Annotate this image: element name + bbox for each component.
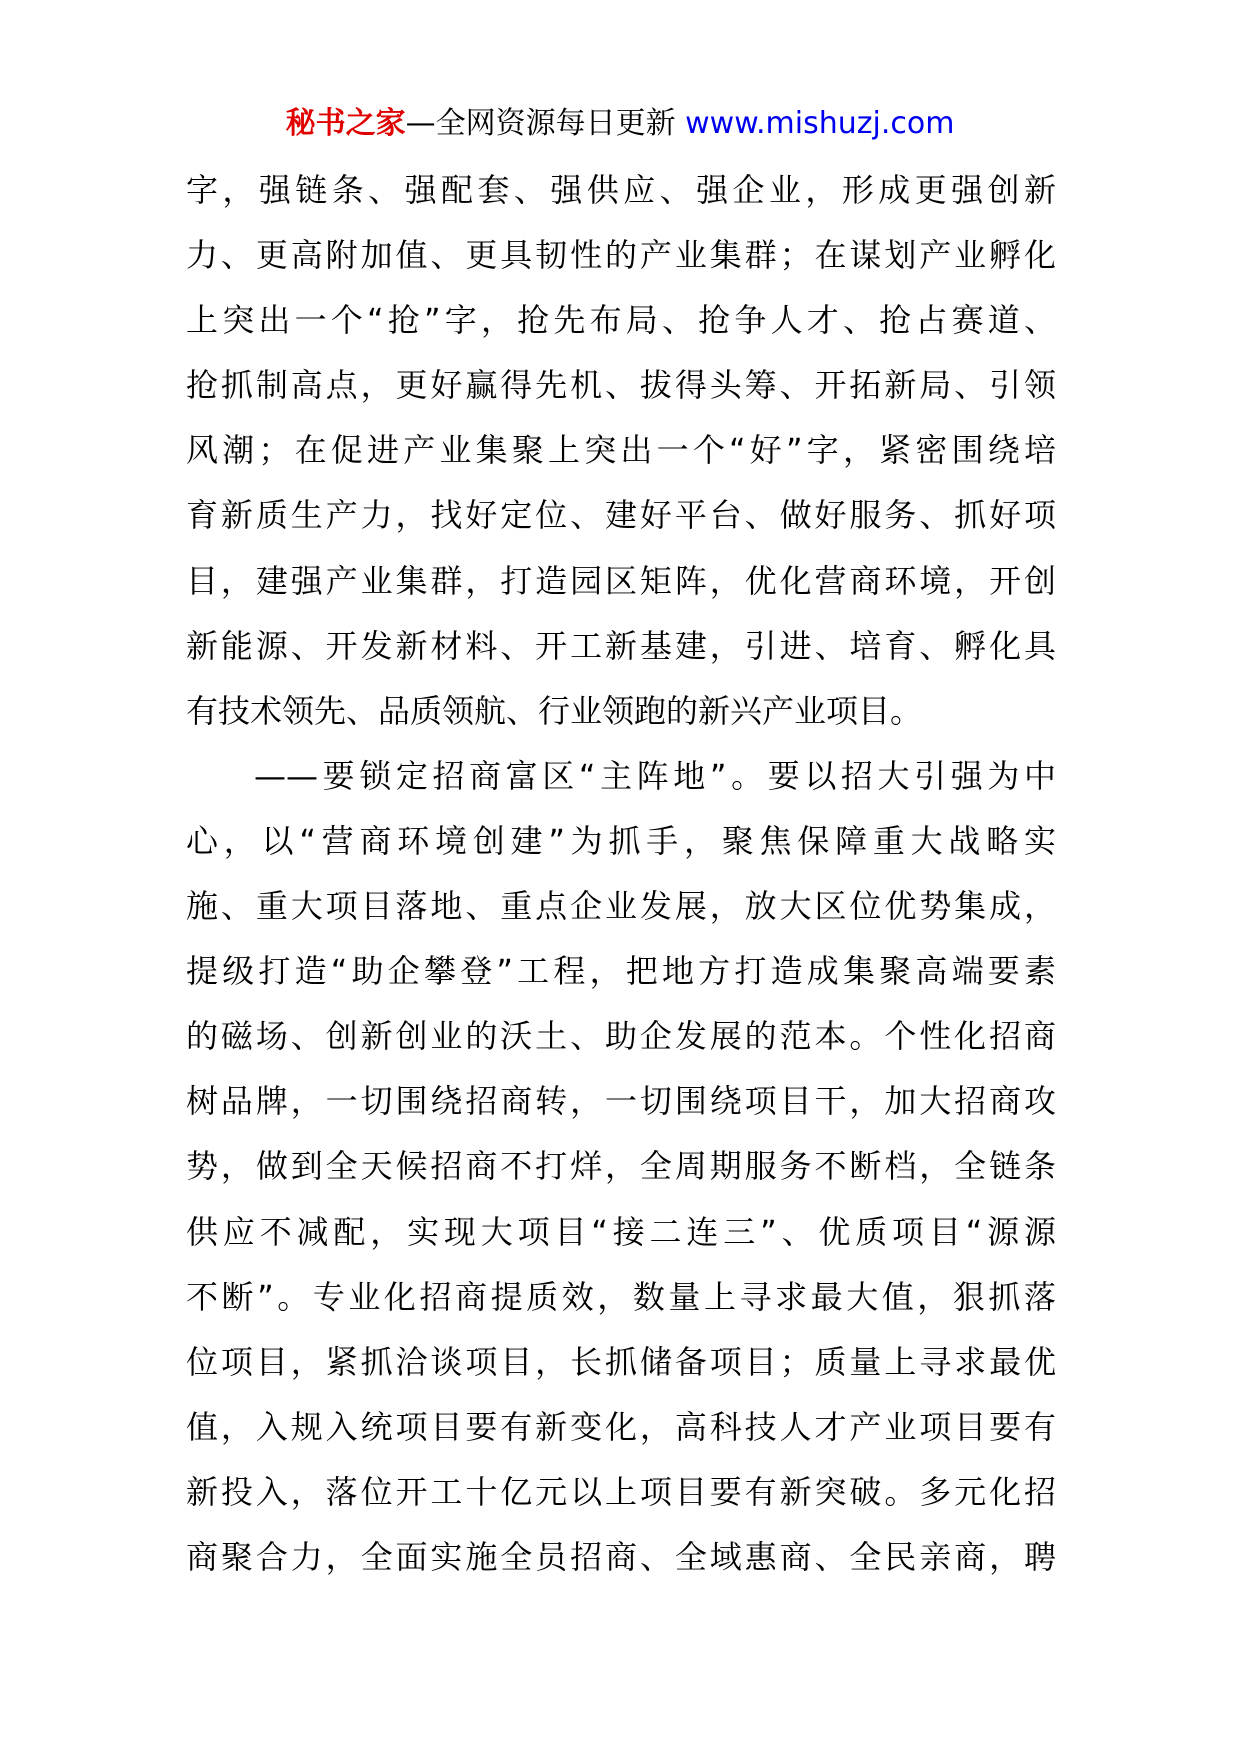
text-line: 供应不减配，实现大项目“接二连三”、优质项目“源源 — [186, 1212, 1056, 1251]
text-line: 心，以“营商环境创建”为抓手，聚焦保障重大战略实 — [186, 821, 1056, 860]
text-line: 势，做到全天候招商不打烊，全周期服务不断档，全链条 — [186, 1147, 1056, 1186]
text-line: 风潮；在促进产业集聚上突出一个“好”字，紧密围绕培 — [186, 431, 1056, 470]
site-url-link[interactable]: www.mishuzj.com — [685, 106, 955, 141]
text-line: 上突出一个“抢”字，抢先布局、抢争人才、抢占赛道、 — [186, 301, 1056, 340]
header-tagline: —全网资源每日更新 — [405, 106, 676, 141]
text-line: 商聚合力，全面实施全员招商、全域惠商、全民亲商，聘 — [186, 1537, 1056, 1576]
text-line: 施、重大项目落地、重点企业发展，放大区位优势集成， — [186, 887, 1056, 926]
text-line: 新能源、开发新材料、开工新基建，引进、培育、孵化具 — [186, 626, 1056, 665]
text-line: 新投入，落位开工十亿元以上项目要有新突破。多元化招 — [186, 1472, 1056, 1511]
document-body — [186, 158, 1056, 1590]
text-line: 值，入规入统项目要有新变化，高科技人才产业项目要有 — [186, 1407, 1056, 1446]
text-line: 字，强链条、强配套、强供应、强企业，形成更强创新 — [186, 171, 1056, 209]
text-line: 不断”。专业化招商提质效，数量上寻求最大值，狠抓落 — [186, 1277, 1056, 1316]
page-header — [0, 98, 1240, 150]
text-line: 有技术领先、品质领航、行业领跑的新兴产业项目。 — [186, 691, 923, 730]
text-line: 提级打造“助企攀登”工程，把地方打造成集聚高端要素 — [186, 952, 1056, 991]
text-line: 力、更高附加值、更具韧性的产业集群；在谋划产业孵化 — [186, 236, 1056, 275]
text-line: 树品牌，一切围绕招商转，一切围绕项目干，加大招商攻 — [186, 1082, 1056, 1121]
text-line: 抢抓制高点，更好赢得先机、拔得头筹、开拓新局、引领 — [186, 366, 1056, 405]
brand-name: 秘书之家 — [285, 106, 406, 141]
text-line: 育新质生产力，找好定位、建好平台、做好服务、抓好项 — [186, 496, 1056, 535]
paragraph-first-line: ——要锁定招商富区“主阵地”。要以招大引强为中 — [254, 756, 1056, 795]
text-line: 的磁场、创新创业的沃土、助企发展的范本。个性化招商 — [186, 1017, 1056, 1056]
text-line: 目，建强产业集群，打造园区矩阵，优化营商环境，开创 — [186, 561, 1056, 600]
text-line: 位项目，紧抓洽谈项目，长抓储备项目；质量上寻求最优 — [186, 1342, 1056, 1381]
